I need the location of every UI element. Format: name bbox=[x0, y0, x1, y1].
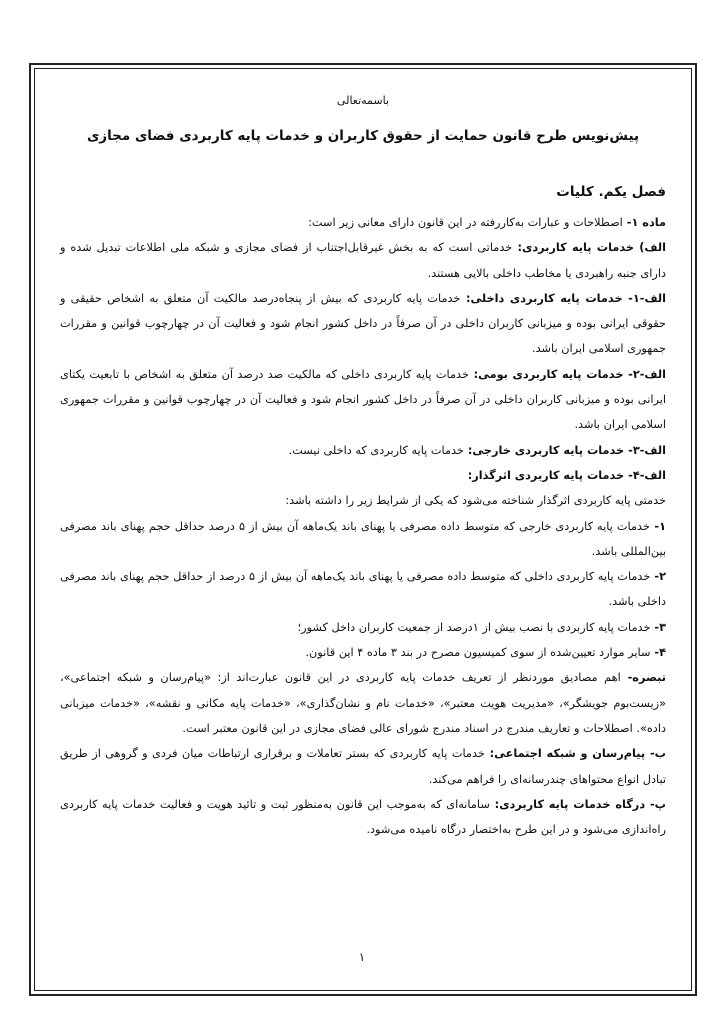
paragraph-label: تبصره- bbox=[620, 671, 666, 685]
definition-be bbox=[60, 741, 666, 792]
note-tabsareh bbox=[60, 665, 666, 741]
paragraph-label: الف-۱- خدمات پایه کاربردی داخلی: bbox=[460, 291, 667, 305]
condition-2 bbox=[60, 564, 666, 615]
condition-4 bbox=[60, 640, 666, 665]
paragraph-text: خدماتی است که به بخش غیرقابل‌اجتناب از فضای مجازی و شبکه ملی اطلاعات تبدیل شده و دارای جنبه راهبردی یا مخاطب داخلی بالایی هستند. bbox=[60, 241, 666, 280]
article-1 bbox=[60, 210, 666, 235]
definition-alef-1 bbox=[60, 286, 666, 362]
paragraph-label: پ- درگاه خدمات پایه کاربردی: bbox=[489, 797, 667, 811]
paragraph-text: خدمات پایه کاربردی که داخلی نیست. bbox=[288, 443, 464, 457]
paragraph-label: الف-۴- خدمات پایه کاربردی اثرگذار: bbox=[467, 468, 666, 482]
definition-alef-4 bbox=[60, 463, 666, 488]
paragraph-label: الف-۲- خدمات پایه کاربردی بومی: bbox=[468, 367, 666, 381]
paragraph-text: سایر موارد تعیین‌شده از سوی کمیسیون مصرح در بند ۳ ماده ۴ این قانون. bbox=[305, 646, 651, 660]
definition-pe bbox=[60, 792, 666, 843]
conditions-intro bbox=[60, 488, 666, 513]
paragraph-label: ۱- bbox=[649, 519, 666, 533]
paragraph-label: الف-۳- خدمات پایه کاربردی خارجی: bbox=[463, 443, 666, 457]
condition-3 bbox=[60, 615, 666, 640]
chapter-heading: فصل یکم. کلیات bbox=[556, 184, 666, 200]
paragraph-text: اهم مصادیق موردنظر از تعریف خدمات پایه کاربردی در این قانون عبارت‌اند از: «پیام‌رسان و شبکه اجتماعی»، «زیست‌بوم جویشگر»، «مدیریت هویت معتبر»، «خدمات نام و نشان‌گذاری»، «خدمات پایه مکانی و نقشه»، «خدمات میزبانی داده». اصطلاحات و تعاریف مندرج در اسناد مندرج شورای عالی فضای مجازی در این قانون معتبر است. bbox=[60, 671, 666, 735]
definition-alef bbox=[60, 235, 666, 286]
paragraph-label: ۴- bbox=[650, 646, 666, 660]
paragraph-label: ب- پیام‌رسان و شبکه اجتماعی: bbox=[484, 747, 666, 761]
page-number: ۱ bbox=[358, 950, 366, 964]
paragraph-text: خدمات پایه کاربردی که بیش از پنجاه‌درصد مالکیت آن متعلق به اشخاص حقیقی و حقوقی ایرانی بوده و میزبانی کاربران داخلی در آن صرفاً در داخل کشور انجام شود و فعالیت آن در چهارچوب قوانین و مقررات جمهوری اسلامی ایران باشد. bbox=[60, 291, 666, 356]
paragraph-text: خدمات پایه کاربردی که بستر تعاملات و برقراری ارتباطات میان فردی و گروهی از طریق تبادل انواع محتواهای چندرسانه‌ای را فراهم می‌کند. bbox=[60, 747, 666, 786]
paragraph-text: خدمات پایه کاربردی داخلی که متوسط داده مصرفی یا پهنای باند یک‌ماهه آن بیش از ۵ درصد از حداقل حجم پهنای باند مصرفی داخلی باشد. bbox=[60, 570, 666, 609]
paragraph-text: خدمات پایه کاربردی خارجی که متوسط داده مصرفی یا پهنای باند یک‌ماهه آن بیش از ۵ درصد حداقل حجم پهنای باند مصرفی بین‌المللی باشد. bbox=[60, 519, 666, 558]
paragraph-text: خدمات پایه کاربردی با نصب بیش از ۱درصد از جمعیت کاربران داخل کشور؛ bbox=[297, 620, 651, 634]
paragraph-text: اصطلاحات و عبارات به‌کاررفته در این قانون دارای معانی زیر است: bbox=[308, 216, 623, 229]
document-title: پیش‌نویس طرح قانون حمایت از حقوق کاربران و خدمات پایه کاربردی فضای مجازی bbox=[86, 128, 640, 144]
document-body bbox=[60, 92, 666, 972]
paragraph-label: ماده ۱- bbox=[622, 216, 666, 229]
definition-alef-3 bbox=[60, 438, 666, 463]
definition-alef-2 bbox=[60, 362, 666, 438]
bismillah: باسمه‌تعالی bbox=[336, 94, 390, 107]
paragraph-label: الف) خدمات پایه کاربردی: bbox=[512, 241, 666, 255]
paragraph-text: سامانه‌ای که به‌موجب این قانون به‌منظور ثبت و تائید هویت و فعالیت خدمات پایه کاربردی راه‌اندازی می‌شود و در این طرح به‌اختصار درگاه نامیده می‌شود. bbox=[60, 797, 666, 837]
condition-1 bbox=[60, 514, 666, 565]
paragraph-label: ۳- bbox=[650, 620, 666, 634]
paragraph-label: ۲- bbox=[650, 570, 667, 584]
paragraph-text: خدمات پایه کاربردی داخلی که مالکیت صد درصد آن متعلق به اشخاص با تابعیت یکتای ایرانی بوده و میزبانی کاربران داخلی در آن صرفاً در داخل کشور انجام شود و فعالیت آن در چهارچوب قوانین و مقررات جمهوری اسلامی ایران باشد. bbox=[60, 367, 666, 432]
paragraph-text: خدمتی پایه کاربردی اثرگذار شناخته می‌شود که یکی از شرایط زیر را داشته باشد: bbox=[285, 494, 666, 508]
